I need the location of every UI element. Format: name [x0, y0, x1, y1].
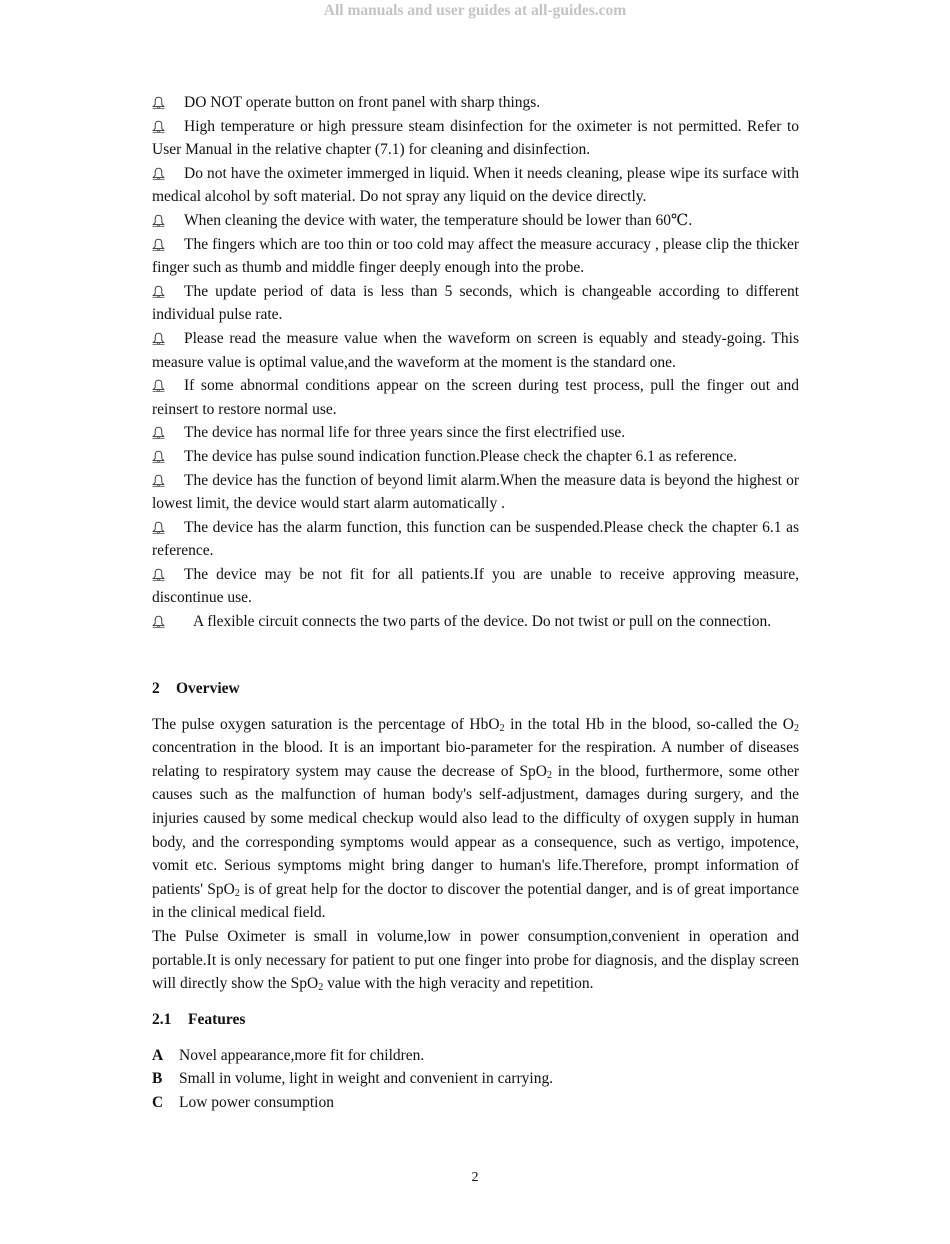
subscript: 2 — [794, 722, 799, 734]
subscript: 2 — [547, 769, 552, 781]
note-text: A flexible circuit connects the two parts of the device. Do not twist or pull on the connection. — [193, 613, 772, 631]
text-run: The Pulse Oximeter is small in volume,low in power consumption,convenient in operation and portable.It is only necessary for patient to put one finger into probe for diagnosis, and the display screen will directly show the SpO — [152, 928, 799, 993]
feature-letter: B — [152, 1070, 163, 1088]
section-title: Features — [188, 1010, 246, 1028]
note-item — [152, 162, 799, 209]
note-text: Please read the measure value when the waveform on screen is equably and steady-going. This measure value is optimal value,and the waveform at the moment is the standard one. — [152, 329, 799, 371]
note-item — [152, 374, 799, 421]
feature-item — [152, 1091, 799, 1115]
text-run: in the blood, furthermore, some other causes such as the malfunction of human body's self-adjustment, damages during surgery, and the injuries caused by some medical checkup would also lead to the difficulty of oxygen supply in human body, and the corresponding symptoms would appear as a consequence, such as vertigo, impotence, vomit etc. Serious symptoms might bring danger to human's life.Therefore, prompt information of patients' SpO — [152, 762, 799, 898]
note-item — [152, 209, 799, 233]
bell-icon — [152, 96, 165, 110]
bell-icon — [152, 474, 165, 488]
section-number: 2.1 — [152, 1010, 172, 1028]
bell-icon — [152, 120, 165, 134]
feature-item — [152, 1044, 799, 1068]
feature-text: Small in volume, light in weight and convenient in carrying. — [179, 1070, 554, 1088]
bell-icon — [152, 450, 165, 464]
feature-item — [152, 1067, 799, 1091]
bell-icon — [152, 379, 165, 393]
feature-text: Novel appearance,more fit for children. — [179, 1046, 425, 1064]
note-text: The device has the function of beyond limit alarm.When the measure data is beyond the highest or lowest limit, the device would start alarm automatically . — [152, 471, 799, 513]
overview-paragraph-2 — [152, 925, 799, 996]
note-text: The device has pulse sound indication function.Please check the chapter 6.1 as reference. — [184, 447, 738, 465]
note-text: The device may be not fit for all patients.If you are unable to receive approving measure, discontinue use. — [152, 565, 799, 607]
note-item — [152, 280, 799, 327]
note-text: The fingers which are too thin or too cold may affect the measure accuracy , please clip the thicker finger such as thumb and middle finger deeply enough into the probe. — [152, 235, 799, 277]
section-heading-overview — [152, 677, 799, 701]
feature-text: Low power consumption — [179, 1093, 334, 1111]
bell-icon — [152, 285, 165, 299]
overview-paragraph-1 — [152, 713, 799, 925]
notes-list — [152, 91, 799, 634]
page-content — [152, 91, 799, 1115]
section-title: Overview — [176, 679, 240, 697]
bell-icon — [152, 568, 165, 582]
note-item — [152, 327, 799, 374]
features-list — [152, 1044, 799, 1115]
bell-icon — [152, 426, 165, 440]
note-text: DO NOT operate button on front panel with sharp things. — [184, 94, 541, 111]
text-run: The pulse oxygen saturation is the percentage of HbO — [152, 715, 500, 733]
bell-icon — [152, 615, 165, 629]
watermark: All manuals and user guides at all-guides.com — [323, 2, 627, 19]
subscript: 2 — [234, 887, 240, 899]
note-item — [152, 233, 799, 280]
note-item — [152, 563, 799, 610]
note-text: The update period of data is less than 5 seconds, which is changeable according to different individual pulse rate. — [152, 282, 799, 324]
subscript: 2 — [499, 722, 505, 734]
note-item — [152, 610, 799, 634]
text-run: is of great help for the doctor to discover the potential danger, and is of great importance in the clinical medical field. — [152, 880, 799, 922]
text-run: concentration in the blood. It is an important bio-parameter for the respiration. A number of diseases relating to respiratory system may cause the decrease of SpO — [152, 739, 799, 780]
feature-letter: C — [152, 1093, 164, 1111]
bell-icon — [152, 214, 165, 228]
note-text: When cleaning the device with water, the temperature should be lower than 60℃. — [184, 211, 693, 229]
bell-icon — [152, 167, 165, 181]
note-item — [152, 445, 799, 469]
note-text: The device has normal life for three years since the first electrified use. — [184, 424, 626, 442]
note-text: If some abnormal conditions appear on the screen during test process, pull the finger out and reinsert to restore normal use. — [152, 377, 799, 418]
note-item — [152, 469, 799, 516]
note-text: High temperature or high pressure steam disinfection for the oximeter is not permitted. Refer to User Manual in the relative chapter (7.1) for cleaning and disinfection. — [152, 117, 799, 159]
bell-icon — [152, 332, 165, 346]
bell-icon — [152, 238, 165, 252]
section-number: 2 — [152, 679, 160, 697]
note-text: Do not have the oximeter immerged in liquid. When it needs cleaning, please wipe its surface with medical alcohol by soft material. Do not spray any liquid on the device directly. — [152, 164, 799, 206]
feature-letter: A — [152, 1046, 164, 1064]
subscript: 2 — [318, 982, 324, 994]
page-number: 2 — [471, 1170, 479, 1185]
note-text: The device has the alarm function, this function can be suspended.Please check the chapter 6.1 as reference. — [152, 518, 799, 560]
text-run: value with the high veracity and repetition. — [323, 975, 594, 993]
note-item — [152, 421, 799, 445]
note-item — [152, 115, 799, 162]
note-item — [152, 91, 799, 115]
note-item — [152, 516, 799, 563]
bell-icon — [152, 521, 165, 535]
section-heading-features — [152, 1008, 799, 1032]
text-run: in the total Hb in the blood, so-called the O — [504, 715, 794, 733]
